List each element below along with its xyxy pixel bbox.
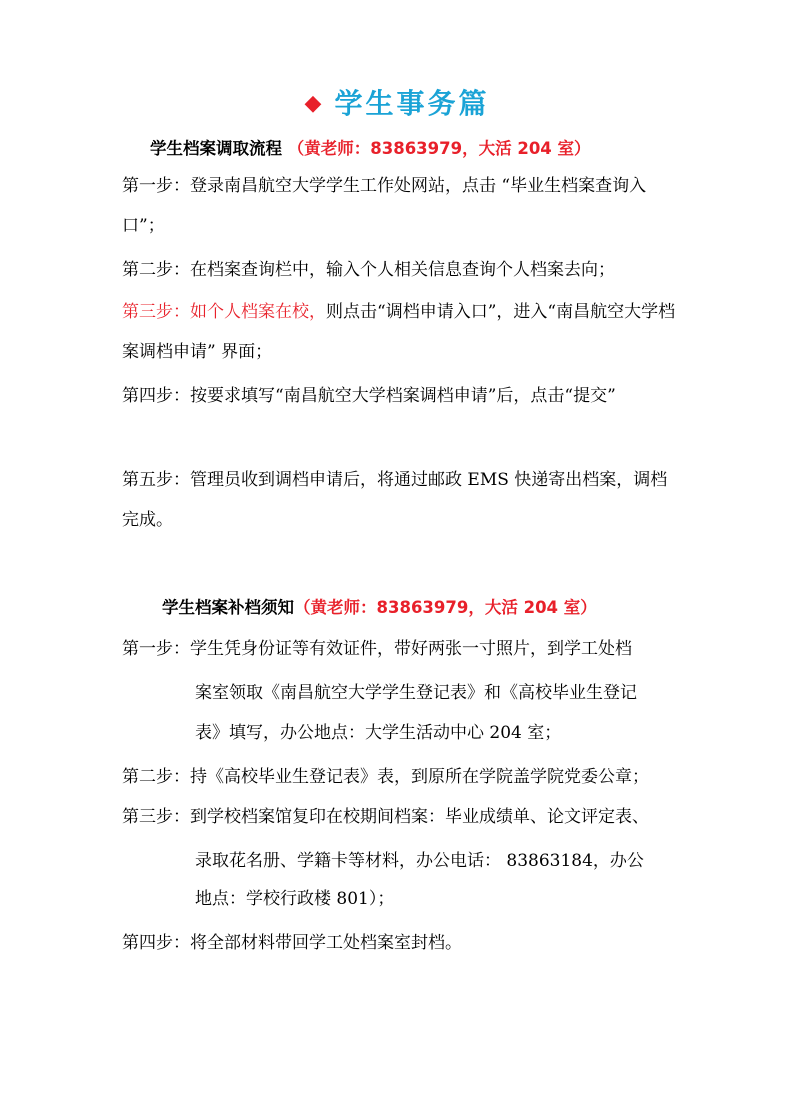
section1-contact: （黄老师：83863979，大活 204 室） [287,139,591,158]
section2-heading [162,594,597,618]
section2-step1-line3: 表》填写，办公地点：大学生活动中心 204 室； [195,723,562,743]
section2-step3-line1: 第三步：到学校档案馆复印在校期间档案：毕业成绩单、论文评定表、 [122,807,649,827]
section1-step1: 第一步：登录南昌航空大学学生工作处网站，点击 “毕业生档案查询入口”； [122,176,647,236]
page-title-text: 学生事务篇 [334,87,490,120]
section1-step5: 第五步：管理员收到调档申请后，将通过邮政 EMS 快递寄出档案，调档完成。 [122,470,668,530]
section2-step2: 第二步：持《高校毕业生登记表》表，到原所在学院盖学院党委公章； [122,767,649,787]
section1-step3-rest: 则点击“调档申请入口”，进入“南昌航空大学档案调档申请” 界面； [122,302,676,362]
section2-step3-line2: 录取花名册、学籍卡等材料，办公电话： 83863184，办公 [195,851,644,871]
page-title [0,82,794,122]
section2-step3-line3: 地点：学校行政楼 801）； [195,889,395,909]
section1-heading-text: 学生档案调取流程 [150,139,282,158]
section2-contact: （黄老师：83863979，大活 204 室） [294,598,597,617]
section1-heading [150,135,591,159]
section2-step4: 第四步：将全部材料带回学工处档案室封档。 [122,933,462,953]
diamond-icon: ◆ [304,91,325,116]
section1-step3-highlight: 第三步：如个人档案在校， [122,302,326,322]
section2-heading-text: 学生档案补档须知 [162,598,294,617]
section1-step2: 第二步：在档案查询栏中，输入个人相关信息查询个人档案去向； [122,260,615,280]
section1-step3 [122,292,682,372]
section1-step4: 第四步：按要求填写“南昌航空大学档案调档申请”后，点击“提交” [122,386,616,406]
section2-step1-line1: 第一步：学生凭身份证等有效证件，带好两张一寸照片，到学工处档 [122,639,632,659]
section2-step1-line2: 案室领取《南昌航空大学学生登记表》和《高校毕业生登记 [195,683,637,703]
